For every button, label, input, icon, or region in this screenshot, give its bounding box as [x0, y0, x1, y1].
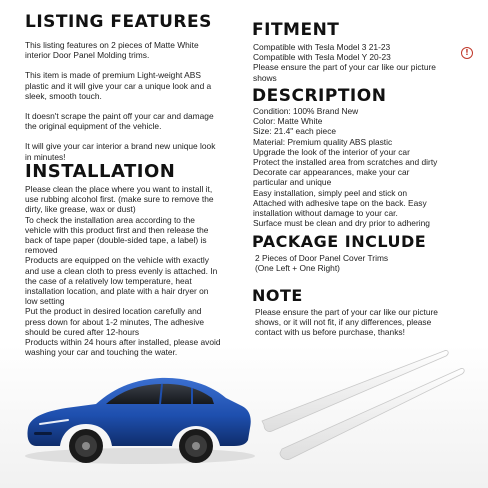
door-panel-trims-illustration [258, 345, 468, 465]
listing-paragraph-3: It doesn't scrape the paint off your car and damage the original equipment of the vehicle. [25, 111, 214, 132]
listing-paragraph-1: This listing features on 2 pieces of Matte White interior Door Panel Molding trims. [25, 40, 199, 61]
package-include-body: 2 Pieces of Door Panel Cover Trims (One Left + One Right) [255, 253, 389, 274]
exclamation-circle-icon: ! [461, 47, 473, 59]
front-wheel [69, 429, 103, 463]
rear-wheel [179, 429, 213, 463]
fitment-body: Compatible with Tesla Model 3 21-23 Compatible with Tesla Model Y 20-23 Please ensure the part of your car like our picture shows [253, 42, 436, 83]
description-heading: DESCRIPTION [252, 86, 387, 106]
fitment-heading: FITMENT [252, 20, 340, 40]
car-shadow [25, 448, 255, 464]
installation-body: Please clean the place where you want to install it, use rubbing alcohol first. (make sure to remove the dirty, like grease, wax or dust) To check the installation area according to the vehicle with this product first and then release the back of tape paper (double-sided tape, a label) is removed Products are equipped on the vehicle with exactly and use a clean cloth to press evenly is attached. In the case of a relatively low temperature, heat installation location, and plate with a hair dryer on low setting Put the product in desired location carefully and press down for about 1-2 minutes, The adhesive should be cured after 12-hours Products within 24 hours after installed, please avoid washing your car and touching the water. [25, 184, 221, 358]
listing-paragraph-2: This item is made of premium Light-weight ABS plastic and it will give your car a unique look and a sleek, smooth touch. [25, 70, 212, 101]
package-include-heading: PACKAGE INCLUDE [252, 232, 427, 251]
listing-paragraph-4: It will give your car interior a brand new unique look in minutes! [25, 141, 216, 162]
description-body: Condition: 100% Brand New Color: Matte White Size: 21.4" each piece Material: Premium quality ABS plastic Upgrade the look of the interior of your car Protect the installed area from scratches and dirty Decorate car appearances, make your car particular and unique Easy installation, simply peel and stick on Attached with adhesive tape on the back. Easy installation without damage to your car. Surface must be clean and dry prior to adhering [253, 106, 438, 229]
installation-heading: INSTALLATION [25, 161, 176, 182]
car-illustration [20, 366, 256, 466]
listing-features-heading: LISTING FEATURES [25, 12, 212, 32]
note-heading: NOTE [252, 286, 303, 305]
note-body: Please ensure the part of your car like our picture shows, or it will not fit, if any differences, please contact with us before purchase, thanks! [255, 307, 438, 338]
listing-features-body [25, 40, 253, 162]
